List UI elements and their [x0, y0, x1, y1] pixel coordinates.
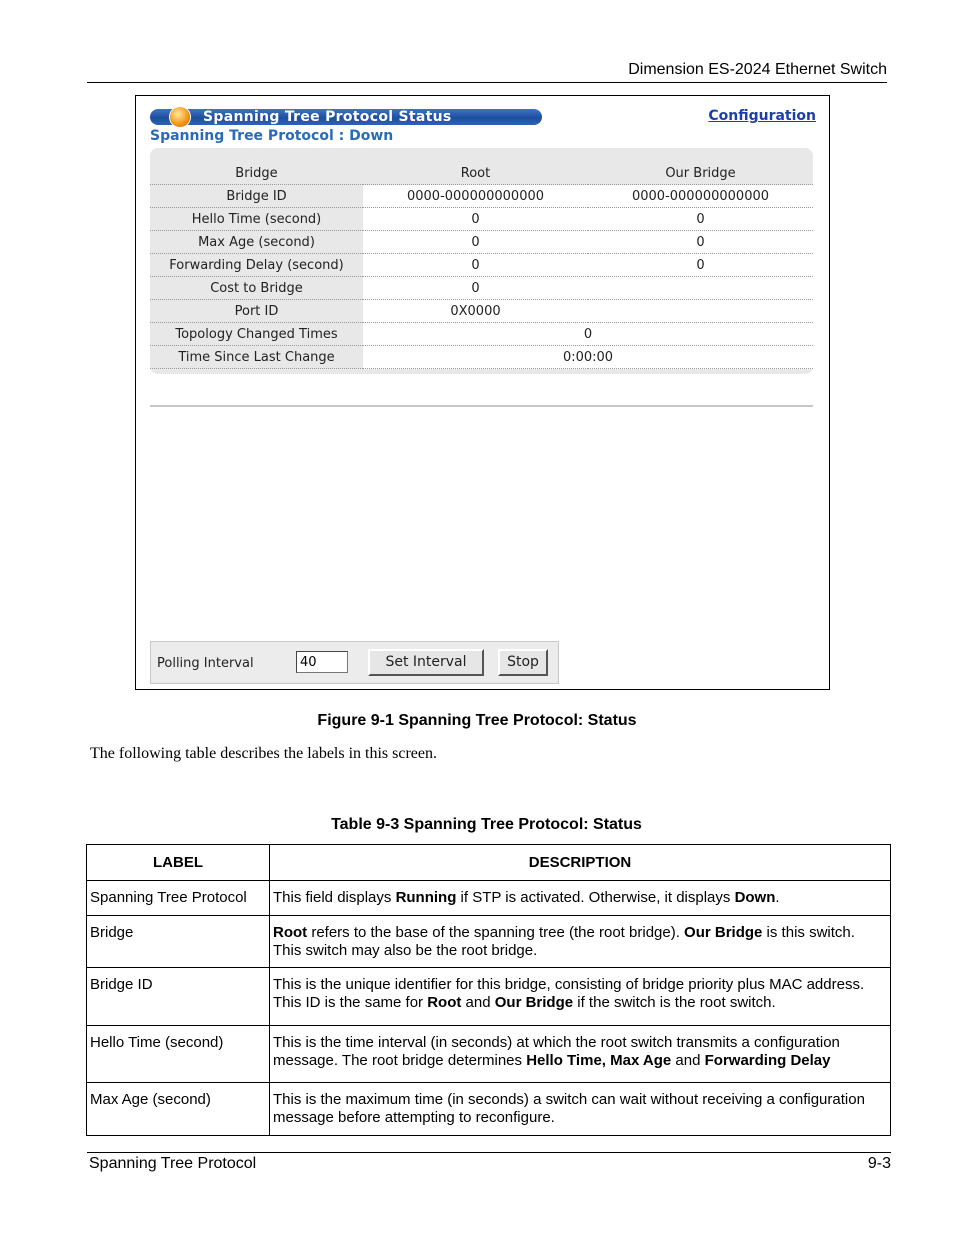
- root-value: 0000-000000000000: [363, 185, 588, 208]
- row-label: Hello Time (second): [150, 208, 363, 231]
- our-bridge-value: 0: [588, 254, 813, 277]
- span-value: 0: [363, 323, 813, 346]
- page-header: [87, 60, 887, 83]
- table-row: [87, 1026, 891, 1083]
- our-bridge-value: [588, 300, 813, 323]
- root-value: 0: [363, 254, 588, 277]
- table-caption: Table 9-3 Spanning Tree Protocol: Status: [331, 816, 642, 833]
- bold-term: Our Bridge: [684, 924, 763, 941]
- row-label: Cost to Bridge: [150, 277, 363, 300]
- col-header-root: Root: [363, 162, 588, 185]
- col-header-bridge: Bridge: [150, 162, 363, 185]
- table-row: [87, 968, 891, 1026]
- polling-interval-label: Polling Interval: [157, 656, 254, 671]
- orb-icon: [170, 107, 190, 127]
- label-cell: Hello Time (second): [87, 1026, 270, 1083]
- header-description: DESCRIPTION: [270, 845, 891, 881]
- row-label: Bridge ID: [150, 185, 363, 208]
- polling-interval-input[interactable]: [296, 651, 348, 673]
- header-label: LABEL: [87, 845, 270, 881]
- bold-term: Our Bridge: [494, 994, 574, 1011]
- header-title: Dimension ES-2024 Ethernet Switch: [628, 61, 887, 78]
- row-label: Port ID: [150, 300, 363, 323]
- stop-button[interactable]: Stop: [498, 649, 548, 676]
- status-row: [150, 208, 813, 231]
- bold-term: Root: [273, 924, 308, 941]
- description-cell: This is the unique identifier for this bridge, consisting of bridge priority plus MAC address. This ID is the same for Root and Our Bridge if the switch is the root switch.: [270, 968, 891, 1026]
- polling-bar: [150, 641, 559, 684]
- configuration-link[interactable]: Configuration: [708, 108, 816, 124]
- col-header-our-bridge: Our Bridge: [588, 162, 813, 185]
- our-bridge-value: [588, 277, 813, 300]
- description-cell: This is the time interval (in seconds) at which the root switch transmits a configuration message. The root bridge determines Hello Time, Max Age and Forwarding Delay: [270, 1026, 891, 1083]
- label-cell: Bridge: [87, 916, 270, 968]
- root-value: 0: [363, 208, 588, 231]
- description-cell: This field displays Running if STP is activated. Otherwise, it displays Down.: [270, 881, 891, 916]
- status-row: [150, 185, 813, 208]
- row-label: Max Age (second): [150, 231, 363, 254]
- status-row: [150, 323, 813, 346]
- status-header-row: [150, 162, 813, 185]
- root-value: 0: [363, 277, 588, 300]
- table-row: [87, 1083, 891, 1136]
- set-interval-button[interactable]: Set Interval: [368, 649, 484, 676]
- status-table: [150, 162, 813, 369]
- status-row: [150, 231, 813, 254]
- our-bridge-value: 0: [588, 208, 813, 231]
- screen-title: Spanning Tree Protocol Status: [203, 109, 452, 125]
- row-label: Topology Changed Times: [150, 323, 363, 346]
- our-bridge-value: 0000-000000000000: [588, 185, 813, 208]
- status-row: [150, 346, 813, 369]
- label-cell: Bridge ID: [87, 968, 270, 1026]
- bold-term: Forwarding Delay: [704, 1052, 831, 1069]
- bold-term: Root: [427, 994, 462, 1011]
- footer-chapter: Spanning Tree Protocol: [89, 1155, 257, 1172]
- status-row: [150, 254, 813, 277]
- intro-text: The following table describes the labels in this screen.: [90, 745, 438, 762]
- page-footer: [87, 1152, 891, 1177]
- root-value: 0X0000: [363, 300, 588, 323]
- label-cell: Max Age (second): [87, 1083, 270, 1136]
- description-cell: Root refers to the base of the spanning tree (the root bridge). Our Bridge is this switch. This switch may also be the root bridge.: [270, 916, 891, 968]
- stp-status-screenshot: [135, 95, 830, 690]
- label-cell: Spanning Tree Protocol: [87, 881, 270, 916]
- row-label: Time Since Last Change: [150, 346, 363, 369]
- bold-term: Hello Time, Max Age: [526, 1052, 672, 1069]
- row-label: Forwarding Delay (second): [150, 254, 363, 277]
- footer-page-number: 9-3: [867, 1155, 891, 1172]
- divider: [150, 405, 813, 407]
- label-description-table: [86, 844, 891, 1136]
- root-value: 0: [363, 231, 588, 254]
- screen-title-bar: [150, 109, 542, 125]
- our-bridge-value: 0: [588, 231, 813, 254]
- description-cell: This is the maximum time (in seconds) a switch can wait without receiving a configuration message before attempting to reconfigure.: [270, 1083, 891, 1136]
- table-header-row: [87, 845, 891, 881]
- bold-term: Running: [395, 889, 457, 906]
- status-row: [150, 300, 813, 323]
- span-value: 0:00:00: [363, 346, 813, 369]
- table-row: [87, 916, 891, 968]
- bold-term: Down: [734, 889, 776, 906]
- table-row: [87, 881, 891, 916]
- figure-caption: Figure 9-1 Spanning Tree Protocol: Status: [317, 712, 637, 729]
- stp-status-line: Spanning Tree Protocol : Down: [150, 128, 394, 144]
- status-row: [150, 277, 813, 300]
